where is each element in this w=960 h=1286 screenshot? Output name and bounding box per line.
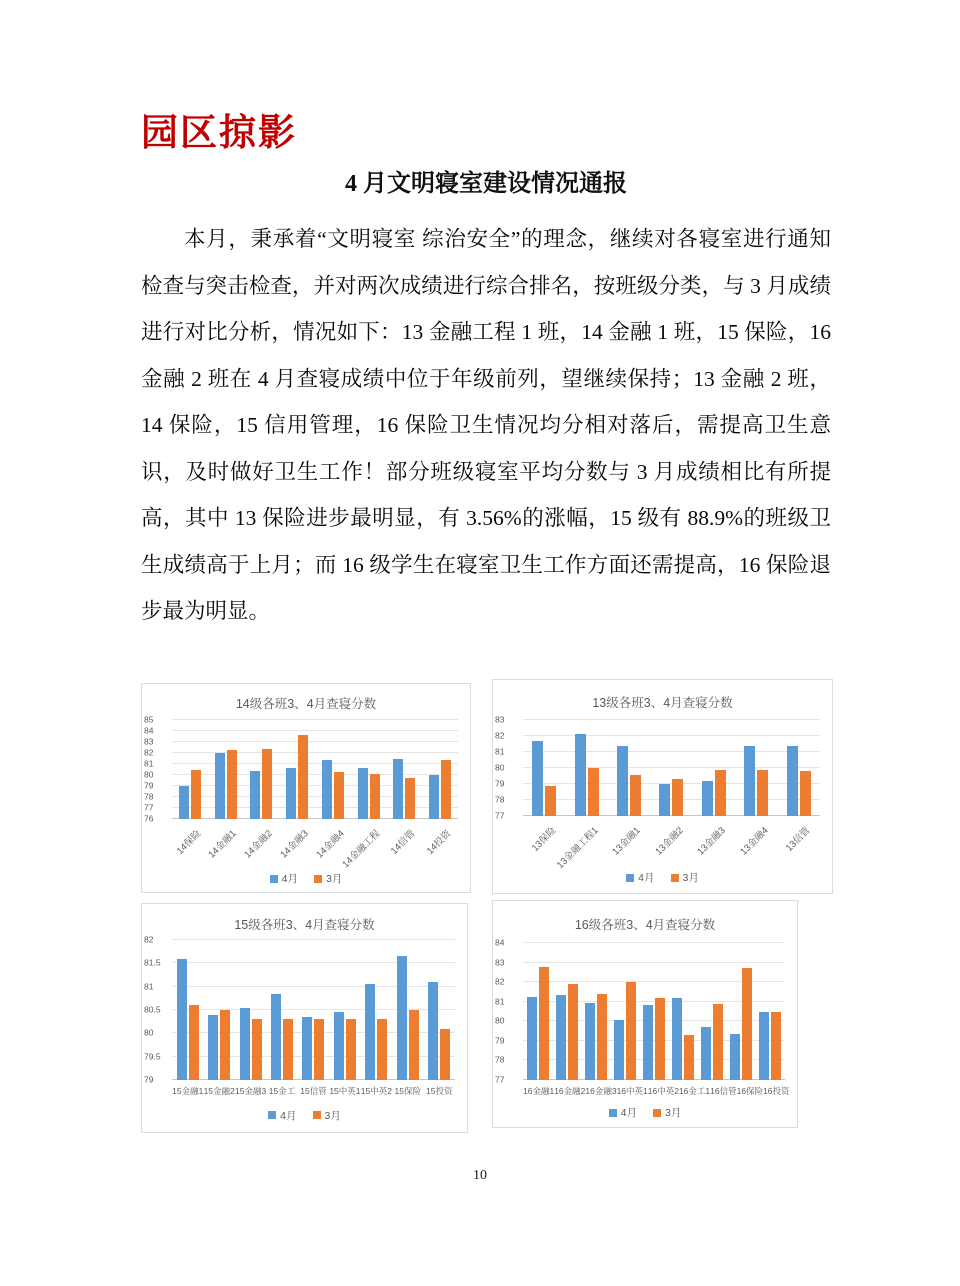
bar-group <box>392 940 423 1080</box>
bar-3月-15金融2 <box>220 1010 230 1080</box>
bars <box>172 720 458 819</box>
bar-4月-15金融2 <box>208 1015 218 1080</box>
bar-group <box>266 940 297 1080</box>
bar-4月-14信管 <box>393 759 403 820</box>
y-tick-label: 82 <box>144 747 154 758</box>
legend-label: 4月 <box>620 1107 637 1119</box>
bar-group <box>279 720 315 819</box>
x-tick-label: 16金工1 <box>678 1086 711 1096</box>
y-tick-label: 82 <box>495 976 505 987</box>
y-tick-label: 77 <box>144 802 154 813</box>
bar-4月-16信管 <box>701 1027 711 1080</box>
x-tick-label: 16金融2 <box>554 1086 586 1096</box>
legend-item-3月 <box>653 1105 681 1120</box>
bar-3月-15金工 <box>283 1019 293 1080</box>
y-tick-label: 79 <box>495 778 505 789</box>
x-tick-label: 14金融2 <box>242 828 275 861</box>
chart-title: 13级各班3、4月查寝分数 <box>592 696 733 710</box>
x-tick <box>585 1080 616 1098</box>
x-tick-label: 16投资 <box>763 1086 790 1096</box>
bar-group <box>208 720 244 819</box>
bar-4月-14金融2 <box>250 771 260 819</box>
legend-label: 4月 <box>281 873 298 885</box>
chart-grade16 <box>492 900 798 1128</box>
bar-group <box>581 943 610 1080</box>
x-tick <box>710 1080 736 1098</box>
bar-4月-13保险 <box>532 741 543 816</box>
bar-4月-15中英2 <box>365 984 375 1080</box>
x-tick <box>422 819 458 865</box>
bar-3月-13金融1 <box>630 775 641 816</box>
x-tick-label: 16中英1 <box>616 1086 648 1096</box>
bar-4月-16金融3 <box>585 1003 595 1080</box>
bar-group <box>244 720 280 819</box>
bar-3月-14金融2 <box>262 749 272 819</box>
x-tick <box>608 816 650 862</box>
y-tick-label: 84 <box>144 725 154 736</box>
bar-4月-13金融4 <box>744 746 755 816</box>
x-tick-label: 13保险 <box>529 825 559 854</box>
x-tick-label: 14金融4 <box>313 828 347 861</box>
y-tick-label: 80.5 <box>144 1004 161 1015</box>
bar-3月-15投资 <box>440 1029 450 1080</box>
x-tick <box>361 1080 392 1098</box>
y-tick-label: 81 <box>144 981 154 992</box>
bar-4月-15金融3 <box>240 1008 250 1080</box>
x-tick-label: 13金融1 <box>610 825 644 858</box>
legend-item-3月 <box>313 1108 341 1123</box>
x-tick-label: 16中英2 <box>647 1086 679 1096</box>
y-tick-label: 85 <box>144 714 154 725</box>
bar-group <box>523 720 565 816</box>
bar-group <box>608 720 650 816</box>
x-tick-label: 15金融3 <box>235 1086 267 1096</box>
bar-4月-16中英2 <box>643 1005 653 1080</box>
x-tick <box>387 819 423 865</box>
y-tick-label: 77 <box>495 1074 505 1085</box>
chart-grade13 <box>492 679 833 894</box>
y-tick-label: 82 <box>144 934 154 945</box>
bar-4月-13金融3 <box>702 781 713 816</box>
bar-3月-15信管 <box>314 1019 324 1080</box>
bar-group <box>235 940 266 1080</box>
x-tick <box>617 1080 648 1098</box>
bar-group <box>387 720 423 819</box>
bar-4月-13信管 <box>787 746 798 816</box>
legend-item-4月 <box>609 1105 637 1120</box>
bar-group <box>552 943 581 1080</box>
y-tick-label: 81 <box>495 996 505 1007</box>
x-tick <box>424 1080 455 1098</box>
bar-group <box>172 720 208 819</box>
legend-swatch <box>626 874 634 882</box>
bar-4月-16中英1 <box>614 1020 624 1080</box>
x-tick <box>329 1080 360 1098</box>
bar-group <box>693 720 735 816</box>
x-tick-label: 15金融2 <box>203 1086 235 1096</box>
bar-3月-14保险 <box>191 770 201 819</box>
bar-group <box>650 720 692 816</box>
bar-4月-15投资 <box>428 982 438 1080</box>
chart-title: 15级各班3、4月查寝分数 <box>234 918 375 932</box>
bar-4月-13金融工程1 <box>575 734 586 816</box>
x-tick-label: 14金融工程 <box>339 828 383 871</box>
bar-group <box>298 940 329 1080</box>
chart-title: 16级各班3、4月查寝分数 <box>574 918 716 932</box>
bar-group <box>735 720 777 816</box>
bar-3月-16投资 <box>771 1012 781 1081</box>
y-tick-label: 81 <box>495 746 505 757</box>
y-tick-label: 82 <box>495 730 505 741</box>
page-number: 10 <box>473 1168 487 1183</box>
legend-item-3月 <box>671 870 699 885</box>
y-tick-label: 83 <box>144 736 154 747</box>
y-tick-label: 81 <box>144 758 154 769</box>
chart-grade15 <box>141 903 468 1133</box>
bar-4月-16金融1 <box>527 997 537 1080</box>
y-tick-label: 80 <box>495 1015 505 1026</box>
x-tick <box>339 819 387 871</box>
bar-4月-14金融4 <box>322 760 332 819</box>
bar-group <box>329 940 360 1080</box>
bar-3月-16保险 <box>742 968 752 1080</box>
y-tick-label: 79.5 <box>144 1051 161 1062</box>
x-tick <box>208 819 244 865</box>
x-tick-label: 15金工 <box>268 1086 296 1096</box>
legend-label: 4月 <box>280 1109 297 1122</box>
x-tick-label: 15信管 <box>300 1086 327 1096</box>
bar-3月-14金融工程 <box>370 774 380 819</box>
x-tick <box>244 819 280 865</box>
bar-3月-16金融3 <box>597 994 607 1080</box>
chart-plot <box>144 714 458 824</box>
x-tick <box>172 819 208 865</box>
bar-group <box>361 940 392 1080</box>
y-tick-label: 80 <box>495 762 505 773</box>
legend-item-4月 <box>270 871 298 886</box>
bar-group <box>424 940 455 1080</box>
bar-4月-13金融1 <box>617 746 628 816</box>
bar-group <box>639 943 668 1080</box>
x-tick-label: 16金融3 <box>585 1086 617 1096</box>
report-body: 本月，秉承着“文明寝室 综治安全”的理念，继续对各寝室进行通知检查与突击检查，并对两次成绩进行综合排名，按班级分类，与 3 月成绩进行对比分析，情况如下：13 金融工程 1 班，14 金融 1 班，15 保险，16 金融 2 班在 4 月查寝成绩中位于年级前列，望继续保持；13 金融 2 班，14 保险，15 信用管理，16 保险卫生情况均分相对落后，需提高卫生意识，及时做好卫生工作！部分班级寝室平均分数与 3 月成绩相比有所提高，其中 13 保险进步最明显，有 3.56%的涨幅，15 级有 88.9%的班级卫生成绩高于上月；而 16 级学生在寝室卫生工作方面还需提高，16 保险退步最为明显。 <box>141 227 831 623</box>
x-tick-label: 15中英1 <box>329 1086 361 1096</box>
bar-4月-15保险 <box>397 956 407 1080</box>
x-tick-label: 15中英2 <box>360 1086 392 1096</box>
y-tick-label: 80 <box>144 1027 154 1038</box>
x-tick-label: 14金融3 <box>278 828 311 861</box>
bar-3月-15中英2 <box>377 1019 387 1080</box>
bar-4月-15中英1 <box>334 1012 344 1080</box>
bar-3月-13信管 <box>800 771 811 816</box>
bar-group <box>523 943 552 1080</box>
x-tick <box>679 1080 710 1098</box>
bar-3月-16金工1 <box>684 1035 694 1080</box>
bar-3月-14金融3 <box>298 735 308 819</box>
bars <box>523 943 785 1080</box>
x-tick <box>298 1080 329 1098</box>
bar-3月-16信管 <box>713 1004 723 1080</box>
bar-4月-16投资 <box>759 1012 769 1080</box>
legend-swatch <box>653 1109 661 1117</box>
bar-3月-13金融工程1 <box>588 768 599 816</box>
x-tick-label: 13金融4 <box>738 825 771 858</box>
legend-label: 3月 <box>326 873 343 885</box>
bar-4月-14保险 <box>179 786 189 819</box>
bar-4月-14金融1 <box>215 753 225 819</box>
bar-group <box>565 720 607 816</box>
legend-item-4月 <box>626 870 654 885</box>
y-tick-label: 79 <box>495 1035 505 1046</box>
bars <box>523 720 820 816</box>
bar-4月-16保险 <box>730 1034 740 1080</box>
legend-item-4月 <box>268 1108 296 1123</box>
x-tick-label: 14金融1 <box>206 828 240 861</box>
x-tick <box>554 816 607 871</box>
bar-3月-14金融1 <box>227 750 237 819</box>
chart-plot <box>495 714 820 821</box>
bar-3月-13金融2 <box>672 779 683 816</box>
x-tick-label: 15投资 <box>425 1086 453 1096</box>
x-tick-label: 13信管 <box>784 825 813 854</box>
bar-4月-15金融1 <box>177 959 187 1080</box>
y-tick-label: 79 <box>144 1074 154 1085</box>
bar-3月-15中英1 <box>346 1019 356 1080</box>
x-tick <box>203 1080 234 1098</box>
bar-group <box>778 720 820 816</box>
bar-4月-16金融2 <box>556 995 566 1080</box>
bar-group <box>172 940 203 1080</box>
x-tick <box>392 1080 423 1098</box>
x-tick-label: 14信管 <box>389 828 418 857</box>
y-tick-label: 78 <box>495 1054 505 1065</box>
chart-title: 14级各班3、4月查寝分数 <box>235 697 377 711</box>
chart-plot <box>495 937 785 1085</box>
bar-group <box>669 943 698 1080</box>
chart-plot <box>144 934 455 1085</box>
bar-4月-15信管 <box>302 1017 312 1080</box>
bar-3月-14投资 <box>441 760 451 819</box>
bar-3月-16金融1 <box>539 967 549 1080</box>
legend-item-3月 <box>314 871 342 886</box>
bar-group <box>610 943 639 1080</box>
legend-label: 4月 <box>638 872 655 884</box>
x-tick <box>266 1080 297 1098</box>
chart-xlabels <box>523 1080 790 1098</box>
chart-xlabels <box>172 1080 455 1098</box>
bar-3月-14金融4 <box>334 772 344 819</box>
x-tick-label: 13金融3 <box>695 825 729 858</box>
x-tick-label: 16金融1 <box>523 1086 555 1096</box>
bar-3月-16中英2 <box>655 998 665 1080</box>
y-tick-label: 84 <box>495 937 505 948</box>
y-tick-label: 81.5 <box>144 957 161 968</box>
bar-3月-16金融2 <box>568 984 578 1080</box>
x-tick <box>737 1080 763 1098</box>
chart-legend <box>142 1098 467 1132</box>
x-tick-label: 14投资 <box>424 828 454 857</box>
x-tick <box>650 816 692 862</box>
x-tick <box>693 816 735 862</box>
chart-xlabels <box>172 819 458 871</box>
bar-3月-15金融3 <box>252 1019 262 1080</box>
bar-4月-14金融3 <box>286 768 296 819</box>
chart-grade14 <box>141 683 471 893</box>
bar-4月-14投资 <box>429 775 439 819</box>
x-tick <box>735 816 777 862</box>
x-tick-label: 15金融1 <box>172 1086 204 1096</box>
y-tick-label: 78 <box>144 791 154 802</box>
bar-3月-13金融3 <box>715 770 726 816</box>
bar-4月-16金工1 <box>672 998 682 1080</box>
bars <box>172 940 455 1080</box>
bar-3月-13保险 <box>545 786 556 816</box>
bar-3月-13金融4 <box>757 770 768 816</box>
bar-3月-14信管 <box>405 778 415 819</box>
bar-3月-16中英1 <box>626 982 636 1080</box>
legend-swatch <box>313 1111 321 1119</box>
chart-xlabels <box>523 816 820 871</box>
x-tick <box>648 1080 679 1098</box>
bar-group <box>727 943 756 1080</box>
bar-4月-15金工 <box>271 994 281 1080</box>
legend-swatch <box>268 1111 276 1119</box>
bar-group <box>756 943 785 1080</box>
x-tick-label: 16保险 <box>736 1086 764 1096</box>
x-tick <box>523 1080 554 1098</box>
y-tick-label: 80 <box>144 769 154 780</box>
legend-swatch <box>609 1109 617 1117</box>
bar-group <box>351 720 387 819</box>
report-title: 4 月文明寝室建设情况通报 <box>345 171 627 197</box>
legend-swatch <box>270 875 278 883</box>
y-tick-label: 77 <box>495 810 505 821</box>
x-tick-label: 16信管 <box>710 1086 737 1096</box>
bar-4月-13金融2 <box>659 784 670 816</box>
chart-legend <box>493 862 832 893</box>
chart-legend <box>142 865 470 892</box>
bar-3月-15保险 <box>409 1010 419 1080</box>
bar-group <box>698 943 727 1080</box>
x-tick <box>235 1080 266 1098</box>
bar-3月-15金融1 <box>189 1005 199 1080</box>
x-tick-label: 15保险 <box>394 1086 422 1096</box>
x-tick <box>279 819 315 865</box>
x-tick <box>554 1080 585 1098</box>
x-tick <box>763 1080 789 1098</box>
y-tick-label: 76 <box>144 813 154 824</box>
x-tick <box>172 1080 203 1098</box>
y-tick-label: 79 <box>144 780 154 791</box>
legend-swatch <box>671 874 679 882</box>
bar-group <box>315 720 351 819</box>
chart-legend <box>493 1098 797 1127</box>
legend-label: 3月 <box>682 872 699 884</box>
section-heading: 园区掠影 <box>141 113 297 154</box>
bar-4月-14金融工程 <box>358 768 368 819</box>
y-tick-label: 83 <box>495 957 505 968</box>
bar-group <box>422 720 458 819</box>
y-tick-label: 83 <box>495 714 505 725</box>
legend-swatch <box>314 875 322 883</box>
x-tick-label: 13金融工程1 <box>554 825 601 871</box>
y-tick-label: 78 <box>495 794 505 805</box>
legend-label: 3月 <box>665 1107 682 1119</box>
x-tick-label: 14保险 <box>174 828 204 857</box>
legend-label: 3月 <box>324 1109 341 1122</box>
x-tick-label: 13金融2 <box>653 825 686 858</box>
bar-group <box>203 940 234 1080</box>
x-tick <box>778 816 820 862</box>
